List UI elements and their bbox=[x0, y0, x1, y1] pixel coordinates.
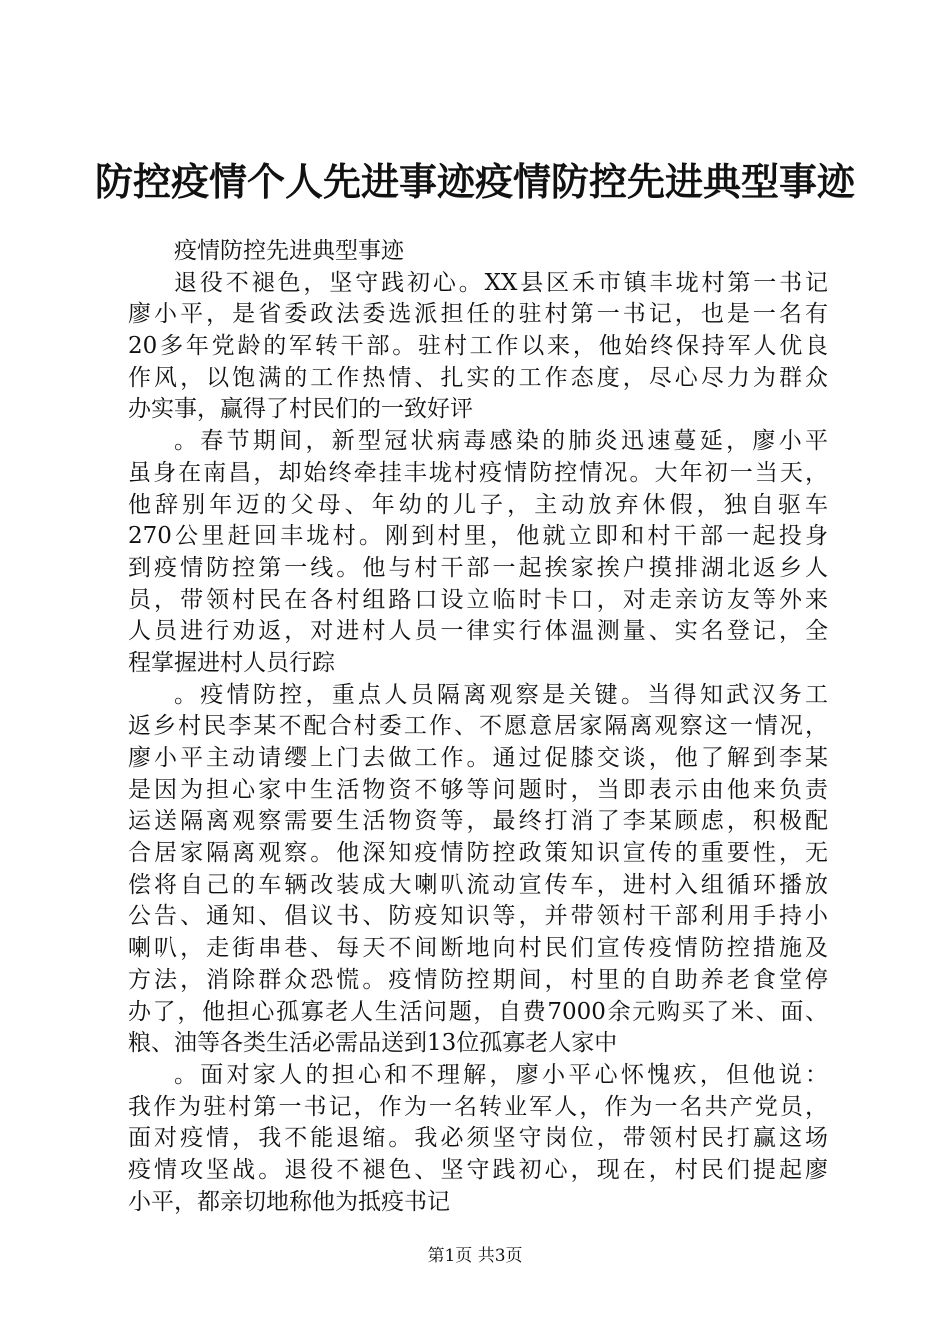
text-line: 疫情攻坚战。退役不褪色、坚守践初心，现在，村民们提起廖 bbox=[128, 1156, 828, 1183]
text-line: 270公里赶回丰垅村。刚到村里，他就立即和村干部一起投身 bbox=[128, 523, 828, 550]
text-line: 运送隔离观察需要生活物资等，最终打消了李某顾虑，积极配 bbox=[128, 808, 828, 835]
document-title: 防控疫情个人先进事迹疫情防控先进典型事迹 bbox=[94, 159, 855, 204]
text-line: 是因为担心家中生活物资不够等问题时，当即表示由他来负责 bbox=[128, 776, 828, 803]
text-line: 廖小平，是省委政法委选派担任的驻村第一书记，也是一名有 bbox=[128, 301, 828, 328]
text-line: 人员进行劝返，对进村人员一律实行体温测量、实名登记，全 bbox=[128, 618, 828, 645]
text-line: 廖小平主动请缨上门去做工作。通过促膝交谈，他了解到李某 bbox=[128, 745, 828, 771]
text-line: 疫情防控先进典型事迹 bbox=[174, 238, 404, 264]
text-line: 方法，消除群众恐慌。疫情防控期间，村里的自助养老食堂停 bbox=[128, 966, 828, 993]
text-line: 他辞别年迈的父母、年幼的儿子，主动放弃休假，独自驱车 bbox=[128, 491, 828, 518]
text-line: 20多年党龄的军转干部。驻村工作以来，他始终保持军人优良 bbox=[128, 333, 828, 360]
document-body bbox=[128, 236, 828, 1218]
text-line: 小平，都亲切地称他为抵疫书记 bbox=[128, 1188, 450, 1215]
text-line: 虽身在南昌，却始终牵挂丰垅村疫情防控情况。大年初一当天， bbox=[128, 459, 828, 486]
text-line: 返乡村民李某不配合村委工作、不愿意居家隔离观察这一情况， bbox=[128, 713, 828, 740]
text-line: 。面对家人的担心和不理解，廖小平心怀愧疚，但他说： bbox=[174, 1061, 828, 1088]
text-line: 作风，以饱满的工作热情、扎实的工作态度，尽心尽力为群众 bbox=[128, 364, 828, 391]
text-line: 偿将自己的车辆改装成大喇叭流动宣传车，进村入组循环播放 bbox=[128, 871, 828, 898]
text-line: 。春节期间，新型冠状病毒感染的肺炎迅速蔓延，廖小平 bbox=[174, 428, 828, 455]
text-line: 。疫情防控，重点人员隔离观察是关键。当得知武汉务工 bbox=[174, 681, 828, 708]
text-line: 粮、油等各类生活必需品送到13位孤寡老人家中 bbox=[128, 1030, 618, 1057]
page-footer: 第1页 共3页 bbox=[427, 1246, 523, 1266]
text-line: 公告、通知、倡议书、防疫知识等，并带领村干部利用手持小 bbox=[128, 903, 828, 930]
text-line: 到疫情防控第一线。他与村干部一起挨家挨户摸排湖北返乡人 bbox=[128, 554, 828, 581]
text-line: 程掌握进村人员行踪 bbox=[128, 649, 335, 676]
text-line: 办了，他担心孤寡老人生活问题，自费7000余元购买了米、面、 bbox=[128, 998, 828, 1025]
text-line: 员，带领村民在各村组路口设立临时卡口，对走亲访友等外来 bbox=[128, 586, 828, 613]
text-line: 面对疫情，我不能退缩。我必须坚守岗位，带领村民打赢这场 bbox=[128, 1125, 828, 1152]
text-line: 办实事，赢得了村民们的一致好评 bbox=[128, 396, 473, 423]
text-line: 合居家隔离观察。他深知疫情防控政策知识宣传的重要性，无 bbox=[128, 840, 828, 867]
text-line: 喇叭，走街串巷、每天不间断地向村民们宣传疫情防控措施及 bbox=[128, 935, 828, 962]
text-line: 退役不褪色，坚守践初心。XX县区禾市镇丰垅村第一书记 bbox=[174, 269, 828, 296]
text-line: 我作为驻村第一书记，作为一名转业军人，作为一名共产党员， bbox=[128, 1093, 828, 1120]
